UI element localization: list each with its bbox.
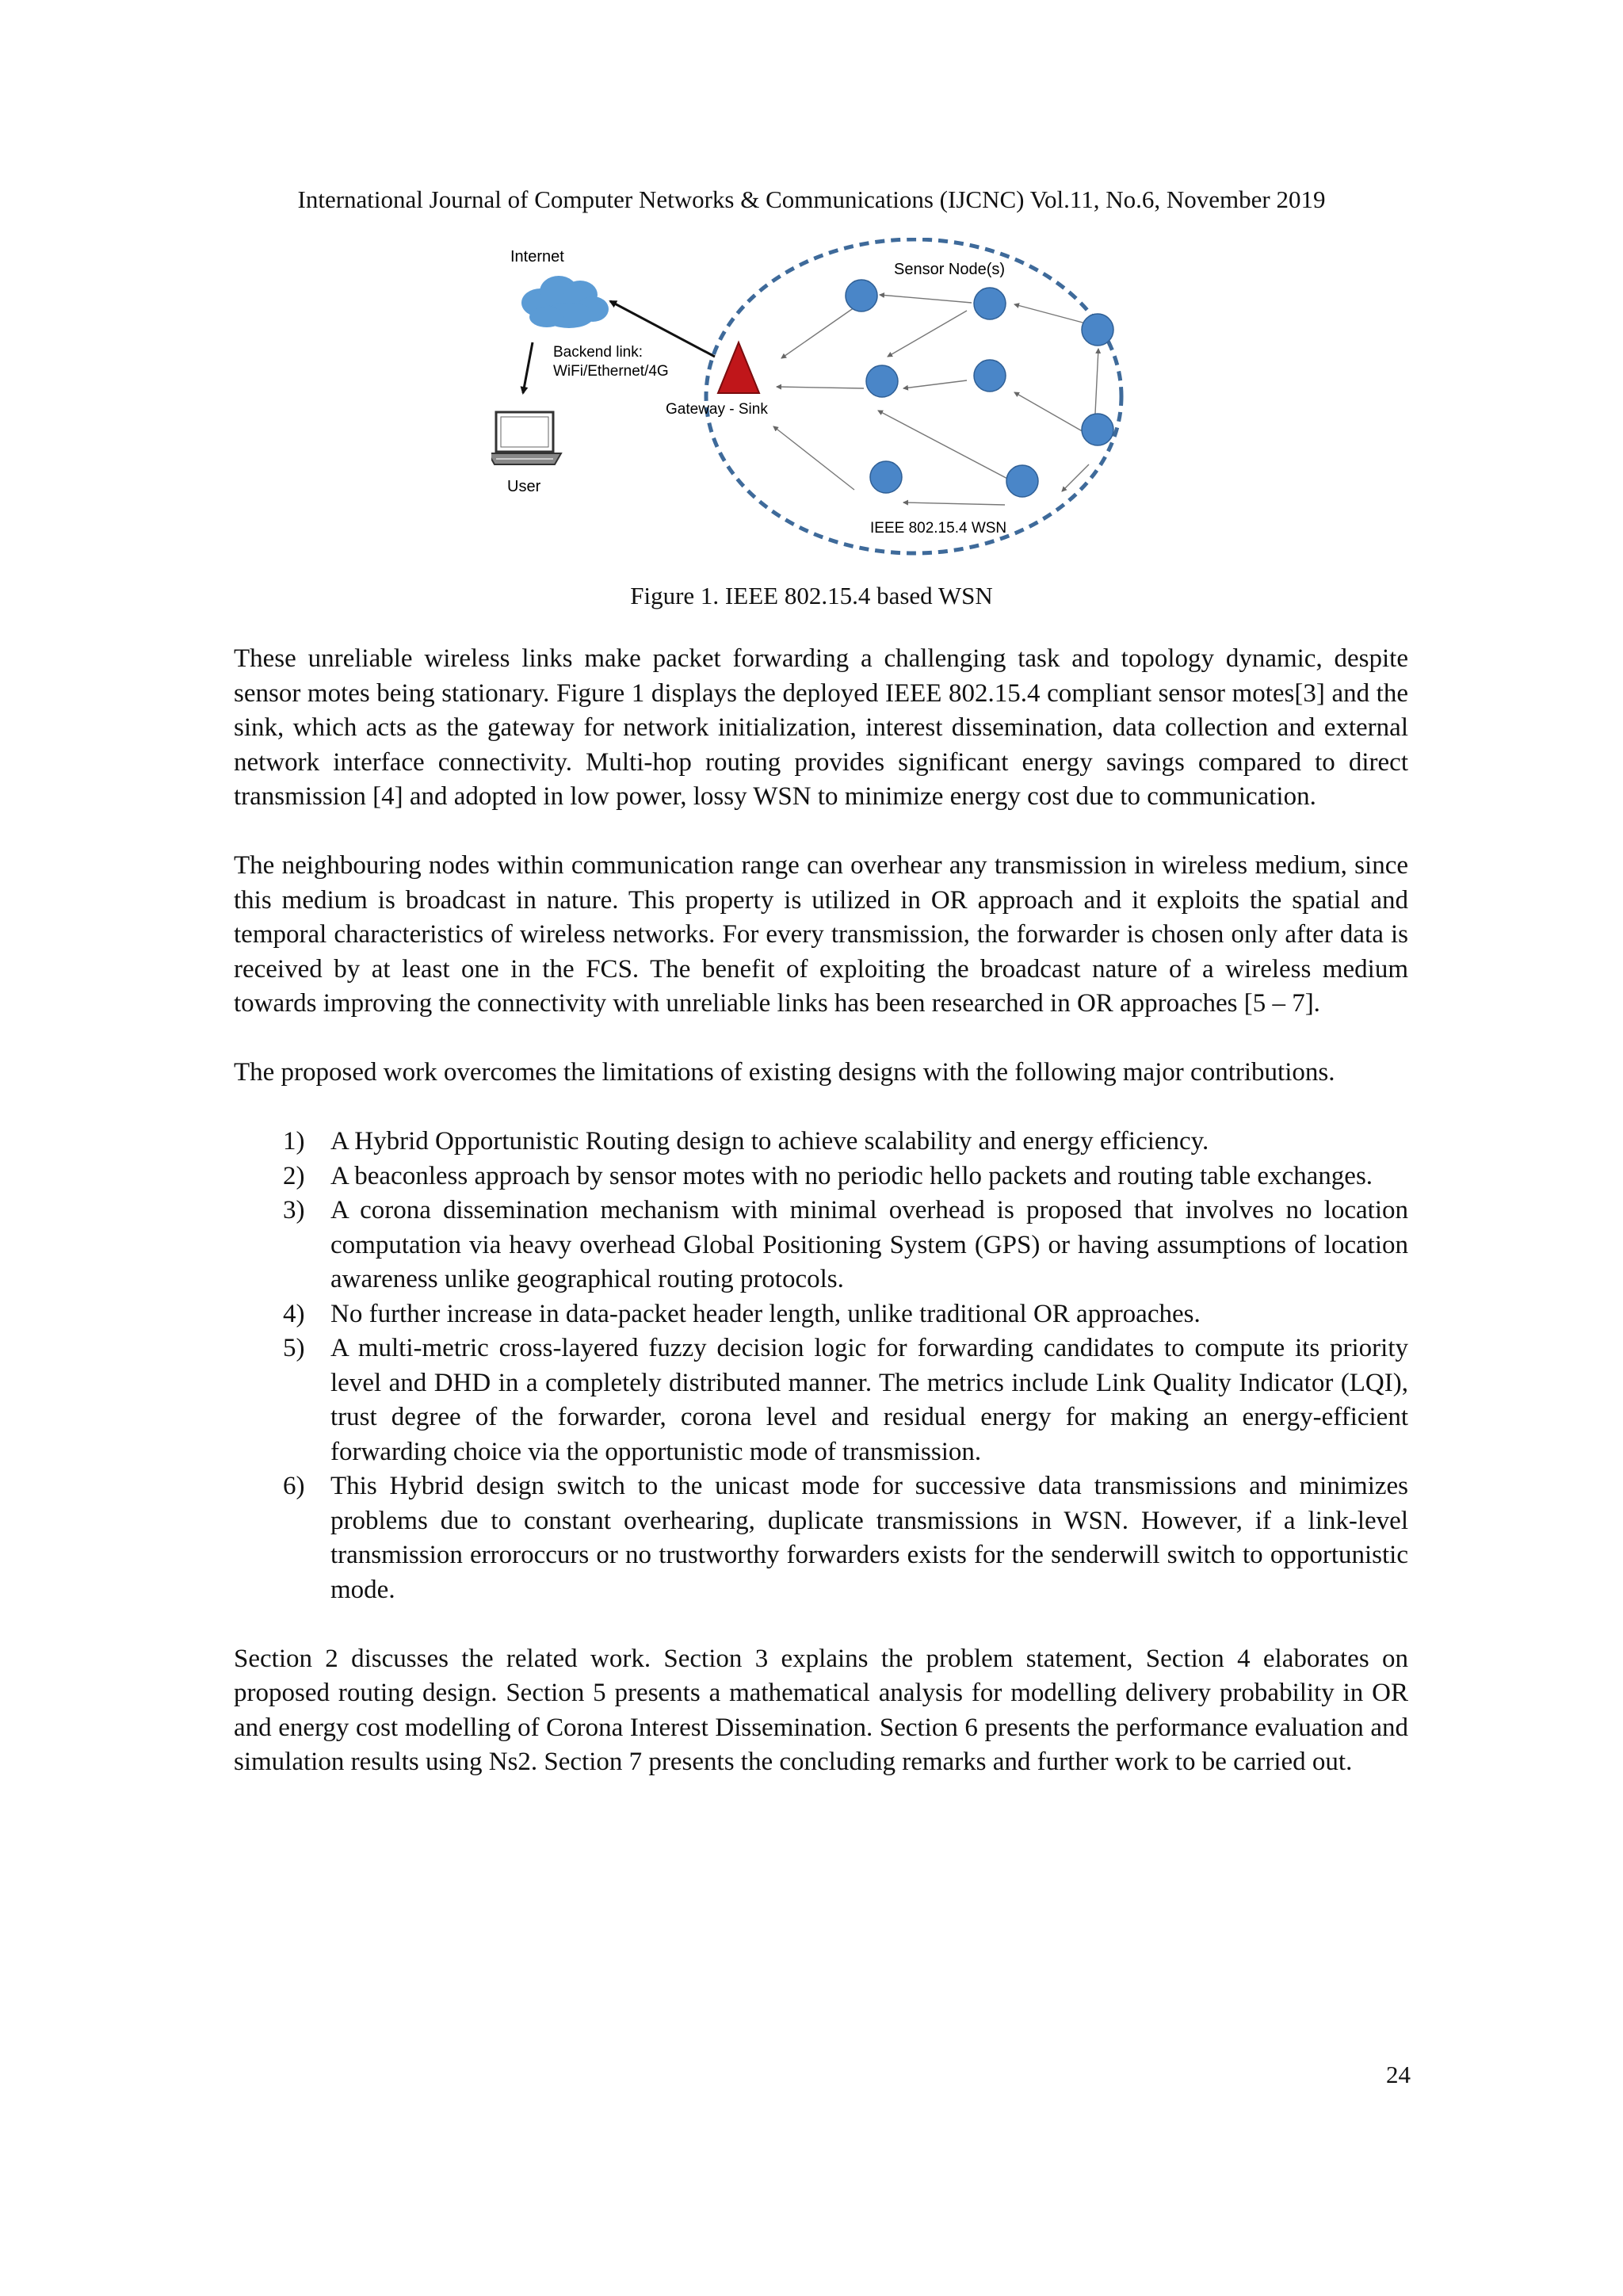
sensor-node: [1082, 314, 1113, 346]
backend-link-label-1: Backend link:: [553, 344, 643, 361]
list-item-text: A multi-metric cross-layered fuzzy decision logic for forwarding candidates to compute its priority level and DHD in a completely distributed manner. The metrics include Link Quality Indicator (LQI), trust degree of the forwarder, corona level and residual energy for making an energy-efficient forwarding choice via the opportunistic mode of transmission.: [330, 1334, 1408, 1466]
sensor-node: [870, 461, 902, 493]
list-item: [234, 1331, 1408, 1469]
backend-link-label-2: WiFi/Ethernet/4G: [553, 363, 669, 380]
list-item-number: 2): [283, 1161, 305, 1190]
list-item: [234, 1125, 1408, 1159]
sensor-node: [846, 280, 877, 311]
user-label: User: [507, 478, 541, 495]
wsn-boundary: [706, 239, 1121, 553]
paragraph: These unreliable wireless links make packet forwarding a challenging task and topology dynamic, despite sensor motes being stationary. Figure 1 displays the deployed IEEE 802.15.4 compliant sensor motes[3] and the sink, which acts as the gateway for network initialization, interest dissemination, data collection and external network interface connectivity. Multi-hop routing provides significant energy savings compared to direct transmission [4] and adopted in low power, lossy WSN to minimize energy cost due to communication.: [234, 644, 1408, 811]
internet-label: Internet: [510, 248, 564, 266]
cloud-icon: [521, 276, 609, 328]
sensor-nodes-label: Sensor Node(s): [894, 261, 1006, 278]
gateway-icon: [718, 342, 759, 393]
wsn-label: IEEE 802.15.4 WSN: [870, 520, 1007, 537]
list-item: [234, 1159, 1408, 1194]
list-item-text: A corona dissemination mechanism with minimal overhead is proposed that involves no location computation via heavy overhead Global Positioning System (GPS) or having assumptions of location awareness unlike geographical routing protocols.: [330, 1196, 1408, 1293]
link-arrows: [773, 295, 1098, 505]
figure-caption: Figure 1. IEEE 802.15.4 based WSN: [630, 582, 993, 609]
list-item-number: 1): [283, 1127, 305, 1156]
arrow-cloud-to-user: [523, 342, 533, 393]
body-text: [234, 642, 1408, 1814]
sensor-node: [1006, 465, 1038, 497]
sensor-node: [974, 360, 1006, 392]
paragraph: The neighbouring nodes within communication range can overhear any transmission in wireless medium, since this medium is broadcast in nature. This property is utilized in OR approach and it exploits the spatial and temporal characteristics of wireless networks. For every transmission, the forwarder is chosen only after data is received by at least one in the FCS. The benefit of exploiting the broadcast nature of a wireless medium towards improving the connectivity with unreliable links has been researched in OR approaches [5 – 7].: [234, 851, 1408, 1018]
list-item-number: 4): [283, 1299, 305, 1328]
figure-wsn-diagram: [491, 238, 1173, 571]
list-item-number: 6): [283, 1472, 305, 1500]
list-item-text: A Hybrid Opportunistic Routing design to achieve scalability and energy efficiency.: [330, 1127, 1209, 1156]
list-item-text: This Hybrid design switch to the unicast mode for successive data transmissions and minimizes problems due to constant overhearing, duplicate transmissions in WSN. However, if a link-level transmission erroroccurs or no trustworthy forwarders exists for the senderwill switch to opportunistic mode.: [330, 1472, 1408, 1604]
page-number: 24: [1386, 2061, 1411, 2088]
closing-paragraph: Section 2 discusses the related work. Section 3 explains the problem statement, Section 4 elaborates on proposed routing design. Section 5 presents a mathematical analysis for modelling delivery probability in OR and energy cost modelling of Corona Interest Dissemination. Section 6 presents the performance evaluation and simulation results using Ns2. Section 7 presents the concluding remarks and further work to be carried out.: [234, 1644, 1408, 1776]
list-item: [234, 1297, 1408, 1332]
list-item: [234, 1469, 1408, 1607]
list-item-number: 5): [283, 1334, 305, 1362]
sensor-node: [866, 365, 898, 397]
running-header: International Journal of Computer Networks & Communications (IJCNC) Vol.11, No.6, November 2019: [297, 185, 1326, 213]
list-item-number: 3): [283, 1196, 305, 1224]
list-item: [234, 1194, 1408, 1297]
laptop-icon: [491, 412, 561, 464]
gateway-label: Gateway - Sink: [666, 401, 768, 418]
sensor-node: [1082, 414, 1113, 445]
list-item-text: A beaconless approach by sensor motes with no periodic hello packets and routing table exchanges.: [330, 1161, 1373, 1190]
sensor-node: [974, 288, 1006, 319]
list-item-text: No further increase in data-packet header length, unlike traditional OR approaches.: [330, 1299, 1201, 1328]
paragraph: The proposed work overcomes the limitations of existing designs with the following major contributions.: [234, 1058, 1335, 1087]
contributions-list: [234, 1125, 1408, 1607]
